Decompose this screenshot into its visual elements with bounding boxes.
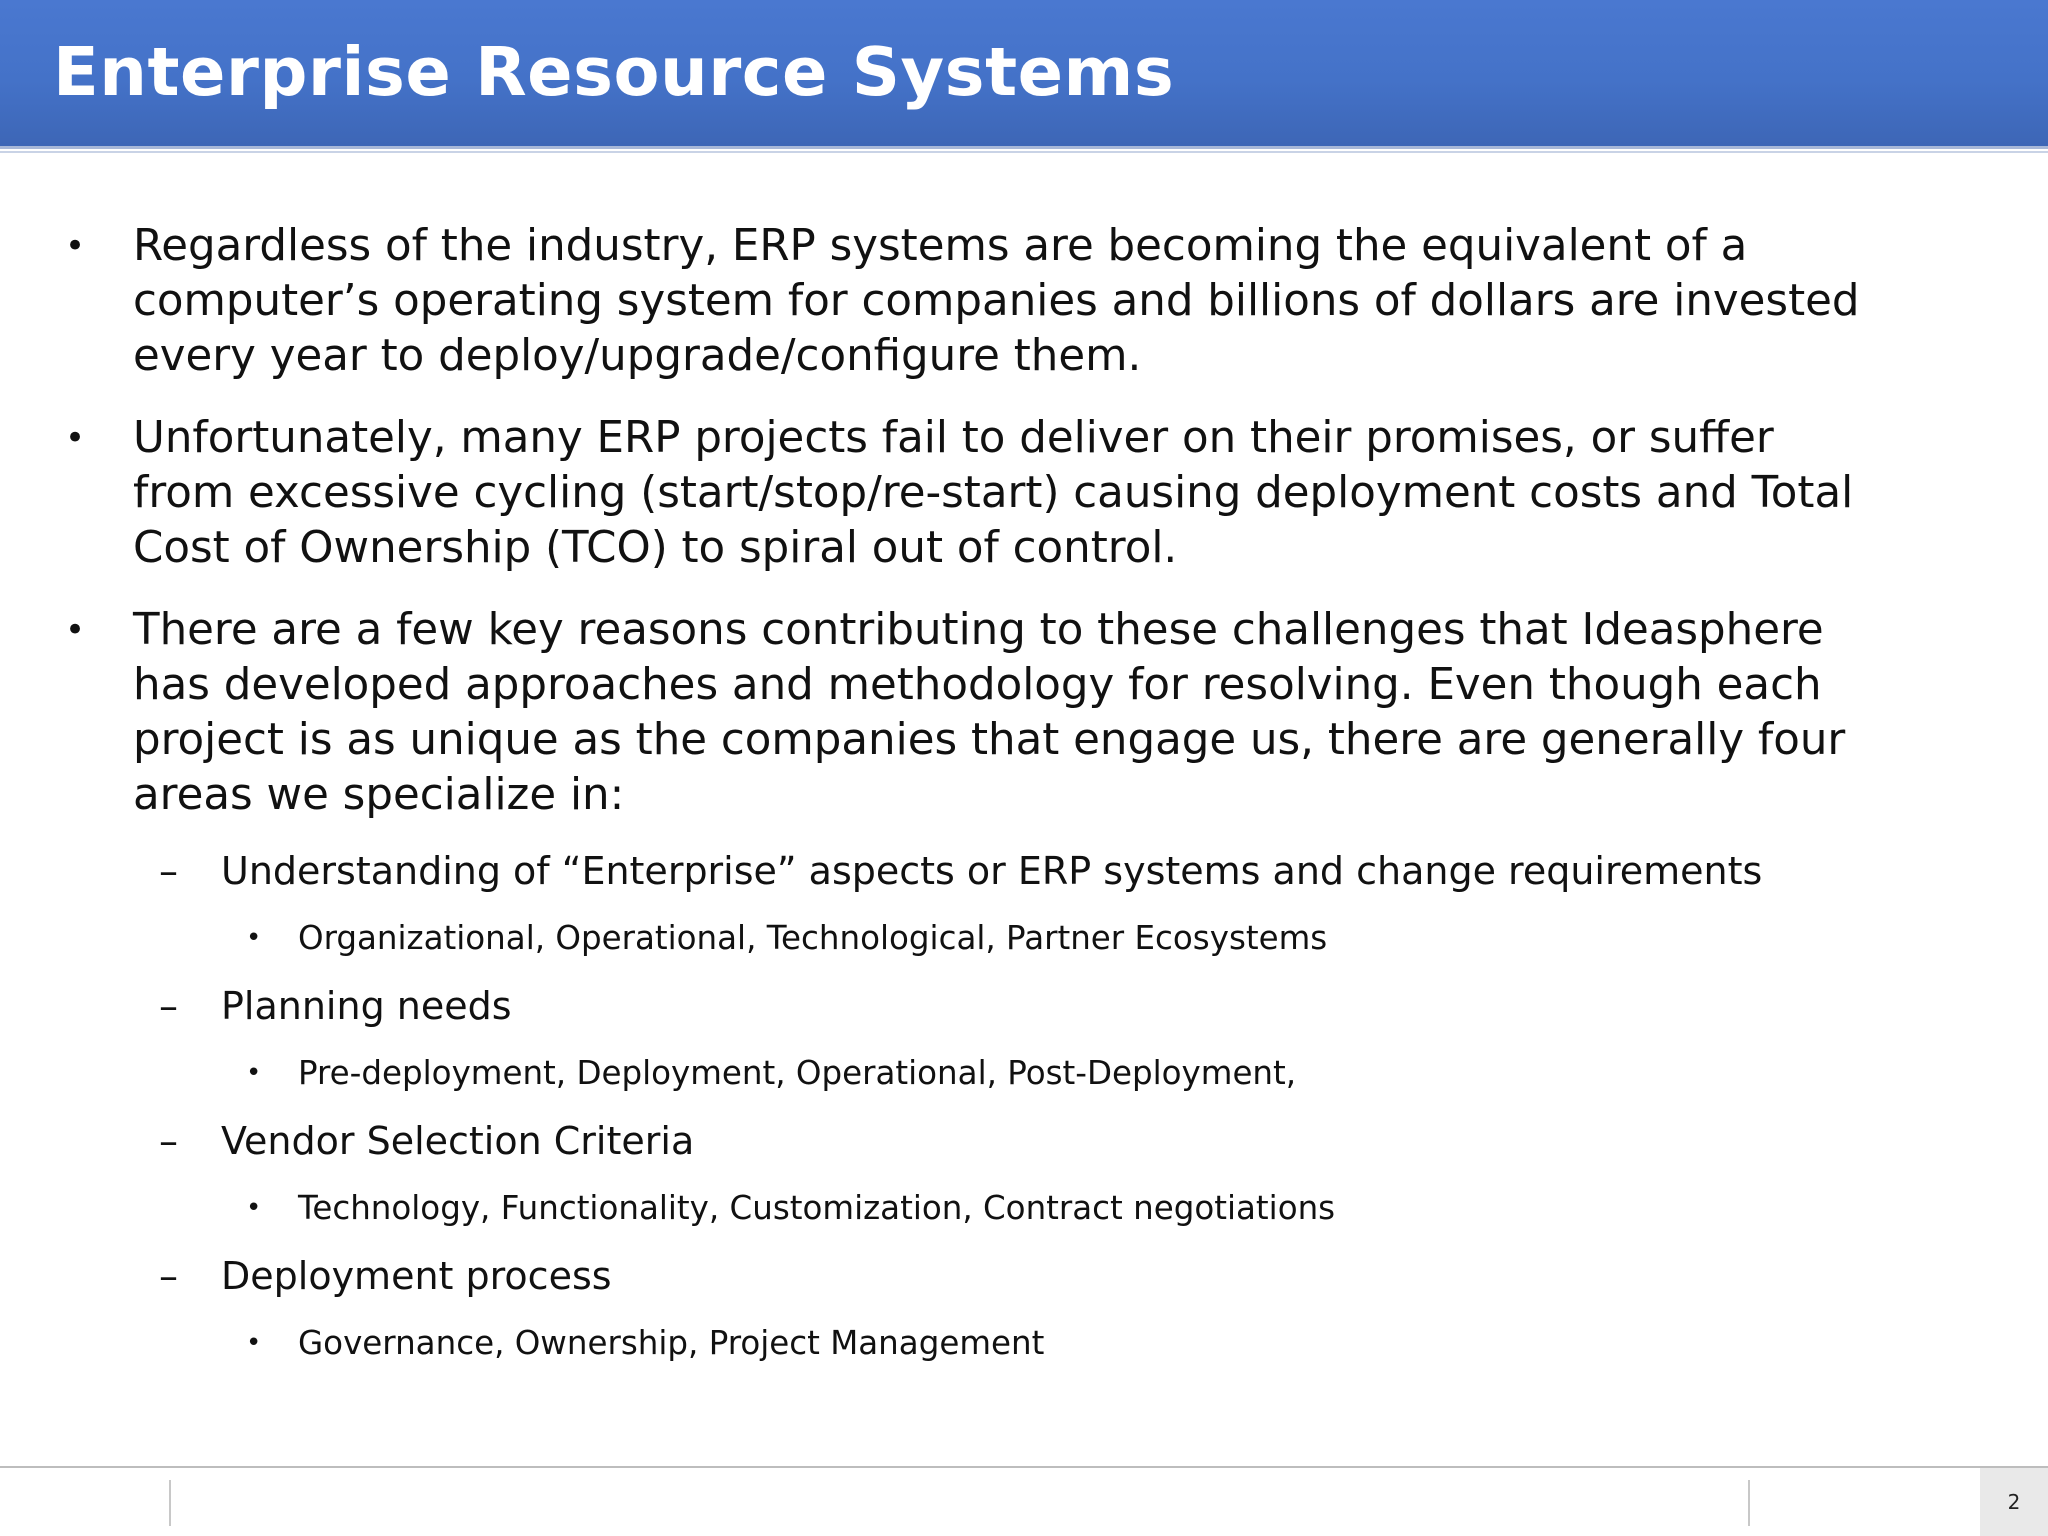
detail-bullet-text: Pre-deployment, Deployment, Operational, Post-Deployment, [298,1054,1297,1092]
sub-bullet-item [159,847,2001,895]
bullet-text-line: areas we specialize in: [133,770,625,820]
bullet-text-line: There are a few key reasons contributing to these challenges that Ideasphere [133,605,1824,655]
bullet-text-line: Regardless of the industry, ERP systems are becoming the equivalent of a [133,221,1748,271]
dash-marker: – [159,984,178,1028]
page-number: 2 [2007,1490,2021,1514]
slide-title: Enterprise Resource Systems [53,33,1175,111]
bullet-marker: • [246,923,262,953]
bullet-item [65,603,1993,823]
sub-bullet-item [159,1252,2001,1300]
bullet-text-line: computer’s operating system for companies and billions of dollars are invested [133,276,1860,326]
footer-divider [0,1466,2048,1468]
bullet-text-line: from excessive cycling (start/stop/re-start) causing deployment costs and Total [133,468,1854,518]
title-underline [0,146,2048,149]
bullet-marker: • [246,1058,262,1088]
bullet-text-line: every year to deploy/upgrade/configure them. [133,331,1142,381]
sub-bullet-item [159,1117,2001,1165]
bullet-marker: • [65,226,86,266]
bullet-text-line: project is as unique as the companies that engage us, there are generally four [133,715,1846,765]
bullet-marker: • [246,1328,262,1358]
detail-bullet-text: Technology, Functionality, Customization, Contract negotiations [298,1189,1336,1227]
footer-separator [1748,1480,1750,1526]
detail-bullet-item [246,917,1998,959]
detail-bullet-item [246,1052,1998,1094]
sub-bullet-item [159,982,2001,1030]
bullet-text-line: Unfortunately, many ERP projects fail to deliver on their promises, or suffer [133,413,1774,463]
detail-bullet-text: Organizational, Operational, Technological, Partner Ecosystems [298,919,1328,957]
bullet-text-line: has developed approaches and methodology for resolving. Even though each [133,660,1822,710]
bullet-text-line: Cost of Ownership (TCO) to spiral out of control. [133,523,1178,573]
sub-bullet-text: Vendor Selection Criteria [221,1119,695,1163]
detail-bullet-text: Governance, Ownership, Project Management [298,1324,1045,1362]
bullet-item [65,411,1993,576]
title-underline-thin [0,151,2048,153]
sub-bullet-text: Planning needs [221,984,512,1028]
bullet-item [65,219,1993,384]
bullet-marker: • [246,1193,262,1223]
detail-bullet-item [246,1187,1998,1229]
bullet-marker: • [65,610,86,650]
sub-bullet-text: Deployment process [221,1254,612,1298]
bullet-marker: • [65,418,86,458]
sub-bullet-text: Understanding of “Enterprise” aspects or ERP systems and change requirements [221,849,1763,893]
detail-bullet-item [246,1322,1998,1364]
footer-separator [169,1480,171,1526]
dash-marker: – [159,1254,178,1298]
dash-marker: – [159,1119,178,1163]
dash-marker: – [159,849,178,893]
